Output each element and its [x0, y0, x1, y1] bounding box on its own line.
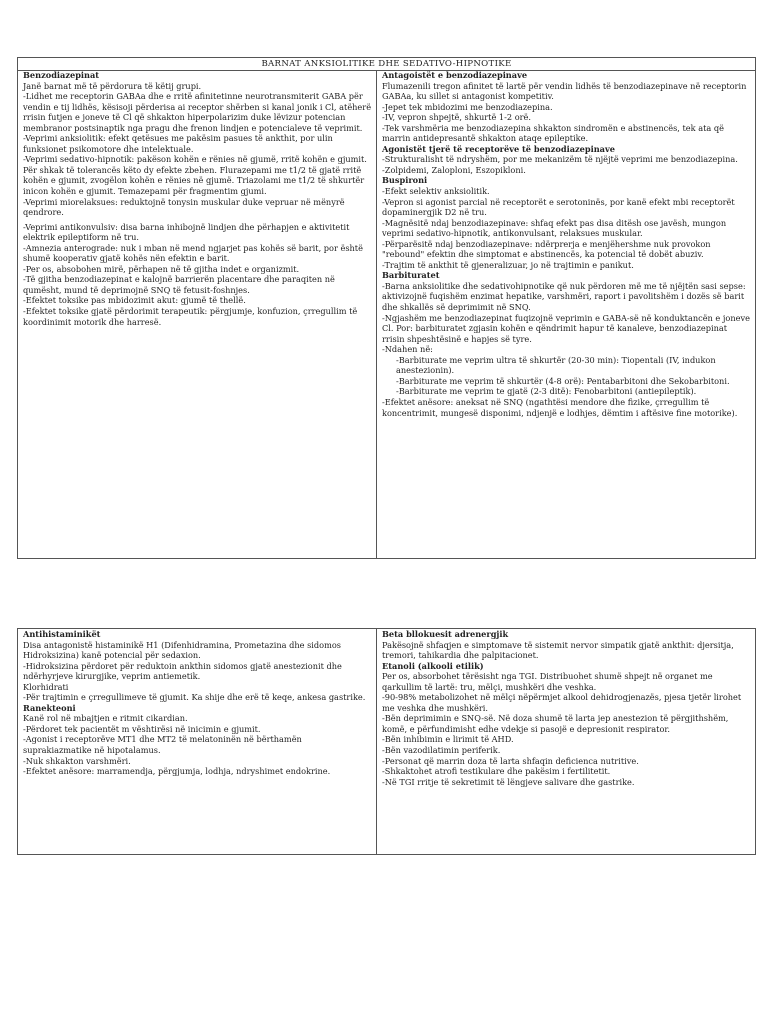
table-title: BARNAT ANKSIOLITIKE DHE SEDATIVO-HIPNOTIKE [18, 58, 755, 71]
paragraph: -Ndahen në: [382, 344, 433, 355]
paragraph: -Veprimi antikonvulsiv: disa barna inhibojnë lindjen dhe përhapjen e aktivitetit elektrik epileptiform në tru. [23, 221, 350, 243]
anxiolytics-table [17, 57, 756, 559]
paragraph: -Efektet anësore: aneksat në SNQ (ngathtësi mendore dhe fizike, çrregullim të koncentrimit, mungesë disponimi, ndjenjë e lodhjes, dëmtim i aftësive fine motorike). [382, 396, 738, 418]
paragraph: Disa antagonistë histaminikë H1 (Difenhidramina, Prometazina dhe sidomos Hidroksizina) kanë potencial për sedaxion. [23, 639, 341, 661]
other-sedatives-table [17, 628, 756, 855]
section-heading: Ranekteoni [23, 702, 76, 713]
paragraph: -Nuk shkakton varshmëri. [23, 755, 131, 766]
paragraph: -Trajtim të ankthit të gjeneralizuar, jo në trajtimin e panikut. [382, 259, 634, 270]
paragraph: Per os, absorbohet tërësisht nga TGI. Distribuohet shumë shpejt në organet me qarkullim të lartë: tru, mëlçi, mushkëri dhe veshka. [382, 671, 713, 692]
paragraph: -Barna anksiolitike dhe sedativohipnotike që nuk përdoren më me të njëjtën sasi sepse: aktivizojnë fuqishëm enzimat hepatike, varshmëri, raport i pavolitshëm i dozës së barit dhe shkallës së deprimimit në SNQ. [382, 280, 746, 313]
antagonists-buspirone-barbiturates-cell [377, 70, 755, 558]
section-heading: Antihistaminikët [23, 629, 101, 639]
paragraph: -Agonist i receptorëve MT1 dhe MT2 të melatoninën në bërthamën suprakiazmatike në hipotalamus. [23, 734, 302, 756]
paragraph: Kanë rol në mbajtjen e ritmit cikardian. [23, 713, 188, 724]
antihistamines-cell [18, 629, 377, 854]
paragraph: -Veprimi sedativo-hipnotik: pakëson kohën e rënies në gjumë, rritë kohën e gjumit. Për shkak të tolerancës këto dy efekte zbehen. Flurazepami me t1/2 të gjatë rritë kohën e gjumit, zvogëlon kohën e rënies në gjumë. Triazolami me t1/2 të shkurtër inicon kohën e gjumit. Temazepami për fragmentim gjumi. [23, 154, 367, 197]
paragraph: -Tek varshmëria me benzodiazepina shkakton sindromën e abstinencës, tek ata që marrin antidepresantë shkakton ataqe epileptike. [382, 122, 724, 144]
paragraph: -Efektet toksike pas mbidozimit akut: gjumë të thellë. [23, 295, 246, 306]
section-heading: Buspironi [382, 175, 428, 186]
paragraph: -Për trajtimin e çrregullimeve të gjumit. Ka shije dhe erë të keqe, ankesa gastrike. [23, 692, 366, 703]
paragraph: -Në TGI rritje të sekretimit të lëngjeve salivare dhe gastrike. [382, 776, 635, 787]
paragraph: -Përparësitë ndaj benzodiazepinave: ndërprerja e menjëhershme nuk provokon "rebound" efektin dhe simptomat e abstinencës, ka potencial të dobët abuziv. [382, 238, 711, 260]
paragraph: -Hidroksizina përdoret për reduktoin ankthin sidomos gjatë anestezionit dhe ndërhyrjeve kirurgjike, veprim antiemetik. [23, 660, 342, 682]
section-heading: Etanoli (alkooli etilik) [382, 660, 484, 671]
paragraph: -IV, vepron shpejtë, shkurtë 1-2 orë. [382, 112, 531, 123]
paragraph: -Bën inhibimin e lirimit të AHD. [382, 734, 514, 745]
paragraph: -Zolpidemi, Zaloploni, Eszopikloni. [382, 164, 526, 175]
paragraph: Janë barnat më të përdorura të këtij grupi. [23, 80, 202, 91]
section-heading: Barbituratet [382, 270, 440, 281]
paragraph: -90-98% metabolizohet në mëlçi nëpërmjet alkool dehidrogjenazës, pjesa tjetër lirohet me veshka dhe mushkëri. [382, 692, 742, 713]
paragraph: -Efektet toksike gjatë përdorimit terapeutik: përgjumje, konfuzion, çrregullim të koordinimit motorik dhe harresë. [23, 306, 358, 327]
paragraph: -Personat që marrin doza të larta shfaqin deficienca nutritive. [382, 755, 639, 766]
paragraph: -Efekt selektiv anksiolitik. [382, 186, 490, 197]
paragraph: -Jepet tek mbidozimi me benzodiazepina. [382, 101, 553, 112]
paragraph: -Shkaktohet atrofi testikulare dhe pakësim i fertilitetit. [382, 766, 611, 777]
paragraph: Pakësojnë shfaqjen e simptomave të sistemit nervor simpatik gjatë ankthit: djersitja, tremori, tahikardia dhe palpitacionet. [382, 639, 734, 661]
paragraph: -Të gjitha benzodiazepinat e kalojnë barrierën placentare dhe paraqiten në qumësht, mund të deprimojnë SNQ të fetusit-foshnjes. [23, 274, 335, 295]
paragraph: -Amnezia anterograde: nuk i mban në mend ngjarjet pas kohës së barit, por është shumë kooperativ gjatë kohës nën efektin e barit. [23, 242, 363, 264]
section-heading: Agonistët tjerë të receptorëve të benzodiazepinave [382, 143, 615, 154]
benzodiazepines-cell [18, 70, 377, 558]
paragraph: -Barbiturate me veprim të shkurtër (4-8 orë): Pentabarbitoni dhe Sekobarbitoni. [396, 375, 730, 386]
paragraph: -Bën vazodilatimin periferik. [382, 745, 501, 756]
paragraph: -Veprimi anksiolitik: efekt qetësues me pakësim pasues të ankthit, por ulin funksionet psikomotore dhe intelektuale. [23, 133, 333, 154]
paragraph: -Magnësitë ndaj benzodiazepinave: shfaq efekt pas disa ditësh ose javësh, mungon veprimi sedativo-hipnotik, antikonvulsant, relaksues muskular. [382, 217, 727, 239]
beta-blockers-ethanol-cell [377, 629, 755, 854]
paragraph: -Per os, absobohen mirë, përhapen në të gjitha indet e organizmit. [23, 263, 300, 274]
paragraph: Klorhidrati [23, 681, 69, 692]
paragraph: -Strukturalisht të ndryshëm, por me mekanizëm të njëjtë veprimi me benzodiazepina. [382, 154, 738, 165]
paragraph: -Vepron si agonist parcial në receptorët e serotoninës, por kanë efekt mbi receptorët dopaminergjik D2 në tru. [382, 196, 735, 218]
section-heading: Antagoistët e benzodiazepinave [382, 70, 528, 80]
paragraph: Flumazenili tregon afinitet të lartë për vendin lidhës të benzodiazepinave në receptorin GABAa, ku sillet si antagonist kompetitiv. [382, 80, 747, 102]
paragraph: -Efektet anësore: marramendja, përgjumja, lodhja, ndryshimet endokrine. [23, 766, 331, 777]
paragraph: -Ngjashëm me benzodiazepinat fuqizojnë veprimin e GABA-së në konduktancën e joneve Cl. Por: barbituratet zgjasin kohën e qëndrimit hapur të kanaleve, benzodiazepinat rrisin shpeshtësinë e hapjes së tyre. [382, 312, 750, 344]
paragraph: -Barbiturate me veprim te gjatë (2-3 ditë): Fenobarbitoni (antiepileptik). [396, 386, 697, 397]
section-heading: Beta bllokuesit adrenergjik [382, 629, 509, 639]
paragraph: -Lidhet me receptorin GABAa dhe e rritë afinitetinne neurotransmiterit GABA për vendin e tij lidhës, kësisoji përderisa ai receptor shërben si kanal jonik i Cl, atëherë rrisin futjen e joneve të Cl që shkakton hiperpolarizim duke lëvizur potencian membranor postsinaptik nga pragu dhe frenon lindjen e potencialeve të veprimit. [23, 91, 372, 133]
paragraph: -Veprimi miorelaksues: reduktojnë tonysin muskular duke vepruar në mënyrë qendrore. [23, 196, 345, 218]
paragraph: -Bën deprimimin e SNQ-së. Në doza shumë të larta jep anestezion të përgjithshëm, komë, e përfundimisht edhe vdekje si pasojë e depresionit respirator. [382, 713, 729, 734]
paragraph: -Përdoret tek pacientët m vështirësi në inicimin e gjumit. [23, 723, 261, 734]
paragraph: -Barbiturate me veprim ultra të shkurtër (20-30 min): Tiopentali (IV, indukon anestezionin). [396, 354, 716, 376]
section-heading: Benzodiazepinat [23, 70, 100, 80]
